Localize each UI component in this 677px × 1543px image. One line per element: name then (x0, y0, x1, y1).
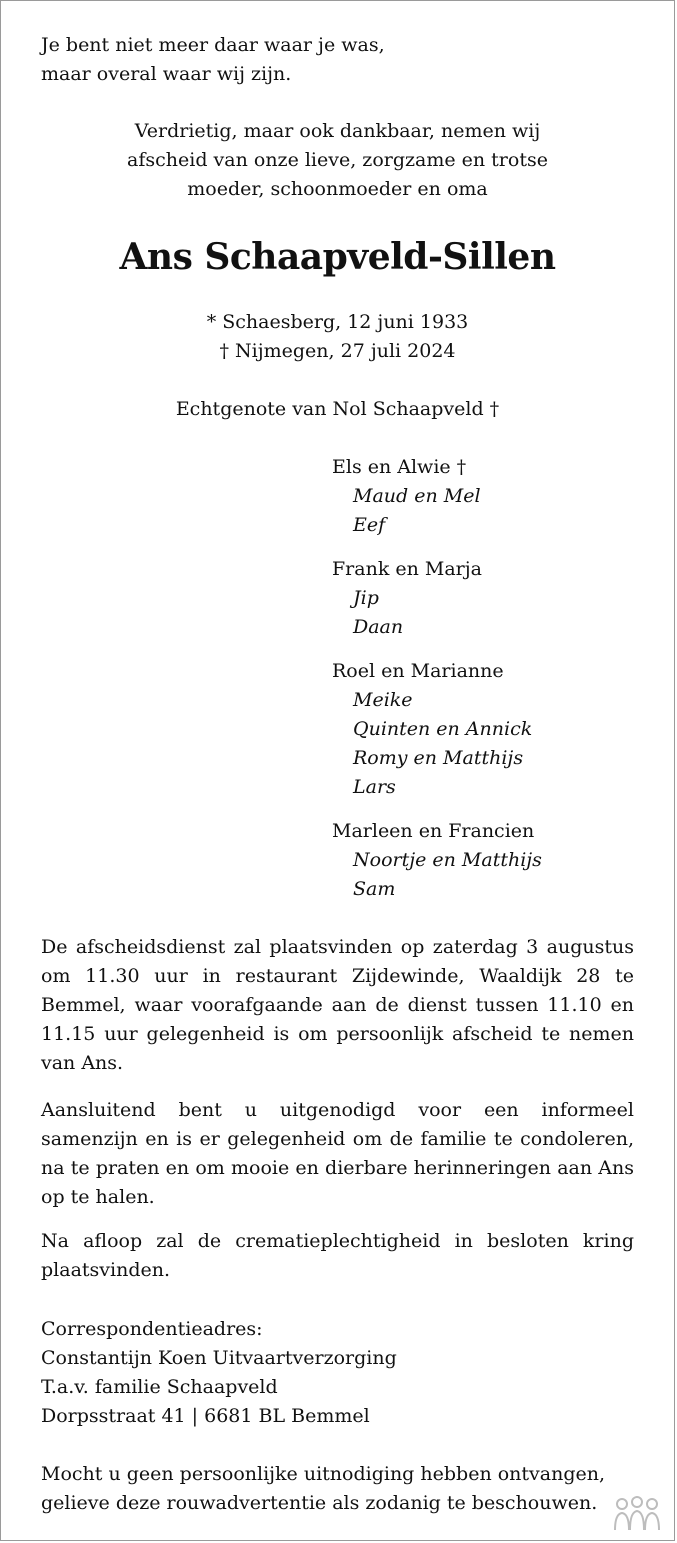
family-child: Romy en Matthijs (353, 747, 524, 769)
intro-line: Verdrietig, maar ook dankbaar, nemen wij (134, 120, 541, 142)
family-group (332, 817, 632, 904)
closing-line: Mocht u geen persoonlijke uitnodiging hebben ontvangen, (41, 1463, 606, 1485)
family-group (332, 453, 632, 540)
family-group (332, 555, 632, 642)
poem-line: Je bent niet meer daar waar je was, (41, 34, 385, 56)
family-group (332, 657, 632, 802)
closing-note (41, 1460, 644, 1518)
family-head: Frank en Marja (332, 558, 482, 580)
spouse-text: Echtgenote van Nol Schaapveld † (175, 398, 500, 420)
gathering-paragraph: Aansluitend bent u uitgenodigd voor een informeel samenzijn en is er gelegenheid om de familie te condoleren, na te praten en om mooie en dierbare herinneringen aan Ans op te halen. (41, 1099, 634, 1208)
family-child: Jip (353, 587, 379, 609)
address-attn: T.a.v. familie Schaapveld (41, 1376, 278, 1398)
people-group-icon (612, 1494, 662, 1534)
family-child: Meike (353, 689, 413, 711)
family-child: Lars (353, 776, 396, 798)
address-street: Dorpsstraat 41 | 6681 BL Bemmel (41, 1405, 370, 1427)
intro-text (41, 117, 634, 204)
intro-line: moeder, schoonmoeder en oma (187, 178, 488, 200)
intro-line: afscheid van onze lieve, zorgzame en trotse (127, 149, 548, 171)
deceased-name: Ans Schaapveld-Sillen (119, 236, 556, 278)
service-paragraph: De afscheidsdienst zal plaatsvinden op zaterdag 3 augustus om 11.30 uur in restaurant Zijdewinde, Waaldijk 28 te Bemmel, waar voorafgaande aan de dienst tussen 11.10 en 11.15 uur gelegenheid is om persoonlijk afscheid te nemen van Ans. (41, 936, 634, 1074)
family-child: Sam (353, 878, 396, 900)
poem-line: maar overal waar wij zijn. (41, 63, 292, 85)
spouse-line (41, 395, 634, 424)
poem (41, 31, 634, 89)
cremation-paragraph: Na afloop zal de crematieplechtigheid in besloten kring plaatsvinden. (41, 1230, 634, 1281)
family-child: Noortje en Matthijs (353, 849, 542, 871)
family-child: Daan (353, 616, 404, 638)
family-head: Marleen en Francien (332, 820, 535, 842)
family-child: Maud en Mel (353, 485, 481, 507)
death-date: † Nijmegen, 27 juli 2024 (219, 340, 456, 362)
family-list (332, 453, 632, 919)
family-child: Quinten en Annick (353, 718, 533, 740)
family-child: Eef (353, 514, 386, 536)
family-head: Els en Alwie † (332, 456, 467, 478)
address-company: Constantijn Koen Uitvaartverzorging (41, 1347, 397, 1369)
correspondence-address (41, 1315, 634, 1431)
closing-line: gelieve deze rouwadvertentie als zodanig te beschouwen. (41, 1492, 598, 1514)
birth-date: * Schaesberg, 12 juni 1933 (206, 311, 469, 333)
address-label: Correspondentieadres: (41, 1318, 263, 1340)
life-dates (41, 308, 634, 366)
family-head: Roel en Marianne (332, 660, 504, 682)
